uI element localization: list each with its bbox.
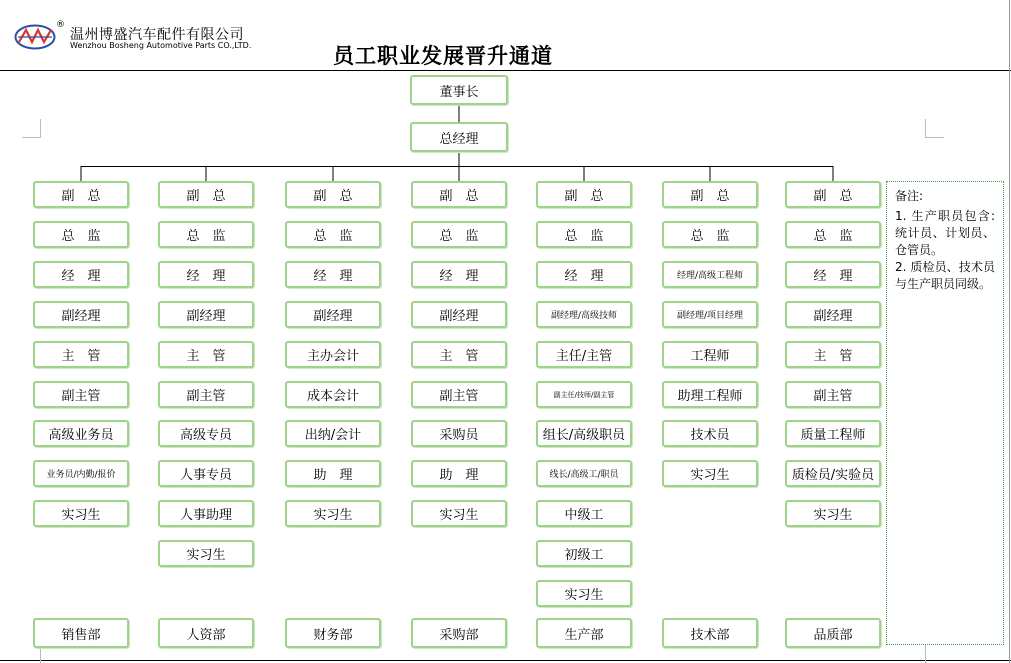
hr-level-box: 总 监 [158, 221, 254, 248]
notes-box [886, 181, 1004, 645]
production-level-box: 主任/主管 [536, 341, 632, 368]
quality-level-box: 总 监 [785, 221, 881, 248]
hr-level-box: 副经理 [158, 301, 254, 328]
production-level-box: 初级工 [536, 540, 632, 567]
sales-department-box: 销售部 [33, 618, 129, 648]
hr-level-box: 人事助理 [158, 500, 254, 527]
purchasing-level-box: 副经理 [411, 301, 507, 328]
purchasing-level-box: 实习生 [411, 500, 507, 527]
production-level-box: 经 理 [536, 261, 632, 288]
production-level-box: 总 监 [536, 221, 632, 248]
purchasing-level-box: 主 管 [411, 341, 507, 368]
hr-level-box: 人事专员 [158, 460, 254, 487]
purchasing-level-box: 经 理 [411, 261, 507, 288]
production-department-box: 生产部 [536, 618, 632, 648]
hr-level-box: 高级专员 [158, 420, 254, 447]
sales-level-box: 经 理 [33, 261, 129, 288]
technical-level-box: 副 总 [662, 181, 758, 208]
notes-title: 备注: [895, 189, 924, 203]
technical-level-box: 经理/高级工程师 [662, 261, 758, 288]
technical-department-box: 技术部 [662, 618, 758, 648]
quality-level-box: 副经理 [785, 301, 881, 328]
sales-level-box: 实习生 [33, 500, 129, 527]
technical-level-box: 总 监 [662, 221, 758, 248]
hr-level-box: 实习生 [158, 540, 254, 567]
sales-level-box: 总 监 [33, 221, 129, 248]
technical-level-box: 技术员 [662, 420, 758, 447]
page-title: 员工职业发展晋升通道 [333, 43, 553, 68]
production-level-box: 副主任/技师/副主管 [536, 381, 632, 408]
quality-level-box: 质检员/实验员 [785, 460, 881, 487]
technical-level-box: 助理工程师 [662, 381, 758, 408]
finance-level-box: 实习生 [285, 500, 381, 527]
quality-level-box: 主 管 [785, 341, 881, 368]
general-manager-box: 总经理 [410, 122, 508, 152]
note-item: 1. 生产职员包含:统计员、计划员、仓管员。 [895, 209, 995, 257]
quality-level-box: 经 理 [785, 261, 881, 288]
technical-level-box: 副经理/项目经理 [662, 301, 758, 328]
sales-level-box: 高级业务员 [33, 420, 129, 447]
quality-level-box: 质量工程师 [785, 420, 881, 447]
hr-level-box: 副主管 [158, 381, 254, 408]
finance-level-box: 助 理 [285, 460, 381, 487]
production-level-box: 副 总 [536, 181, 632, 208]
sales-level-box: 业务员/内勤/报价 [33, 460, 129, 487]
hr-level-box: 副 总 [158, 181, 254, 208]
sales-level-box: 副 总 [33, 181, 129, 208]
note-item: 2. 质检员、技术员与生产职员同级。 [895, 260, 995, 291]
finance-department-box: 财务部 [285, 618, 381, 648]
sales-level-box: 副经理 [33, 301, 129, 328]
chairman-box: 董事长 [410, 75, 508, 105]
company-name-cn: 温州博盛汽车配件有限公司 [70, 27, 244, 43]
quality-level-box: 副 总 [785, 181, 881, 208]
production-level-box: 组长/高级职员 [536, 420, 632, 447]
finance-level-box: 出纳/会计 [285, 420, 381, 447]
production-level-box: 实习生 [536, 580, 632, 607]
quality-department-box: 品质部 [785, 618, 881, 648]
purchasing-level-box: 总 监 [411, 221, 507, 248]
production-level-box: 副经理/高级技师 [536, 301, 632, 328]
technical-level-box: 实习生 [662, 460, 758, 487]
purchasing-department-box: 采购部 [411, 618, 507, 648]
finance-level-box: 总 监 [285, 221, 381, 248]
production-level-box: 线长/高级工/职员 [536, 460, 632, 487]
sales-level-box: 副主管 [33, 381, 129, 408]
finance-level-box: 经 理 [285, 261, 381, 288]
purchasing-level-box: 副主管 [411, 381, 507, 408]
production-level-box: 中级工 [536, 500, 632, 527]
technical-level-box: 工程师 [662, 341, 758, 368]
hr-department-box: 人资部 [158, 618, 254, 648]
finance-level-box: 副经理 [285, 301, 381, 328]
finance-level-box: 副 总 [285, 181, 381, 208]
registered-mark: ® [56, 20, 65, 30]
quality-level-box: 实习生 [785, 500, 881, 527]
finance-level-box: 主办会计 [285, 341, 381, 368]
finance-level-box: 成本会计 [285, 381, 381, 408]
company-name-en: Wenzhou Bosheng Automotive Parts CO.,LTD. [70, 41, 252, 50]
purchasing-level-box: 采购员 [411, 420, 507, 447]
hr-level-box: 主 管 [158, 341, 254, 368]
hr-level-box: 经 理 [158, 261, 254, 288]
purchasing-level-box: 助 理 [411, 460, 507, 487]
sales-level-box: 主 管 [33, 341, 129, 368]
purchasing-level-box: 副 总 [411, 181, 507, 208]
quality-level-box: 副主管 [785, 381, 881, 408]
